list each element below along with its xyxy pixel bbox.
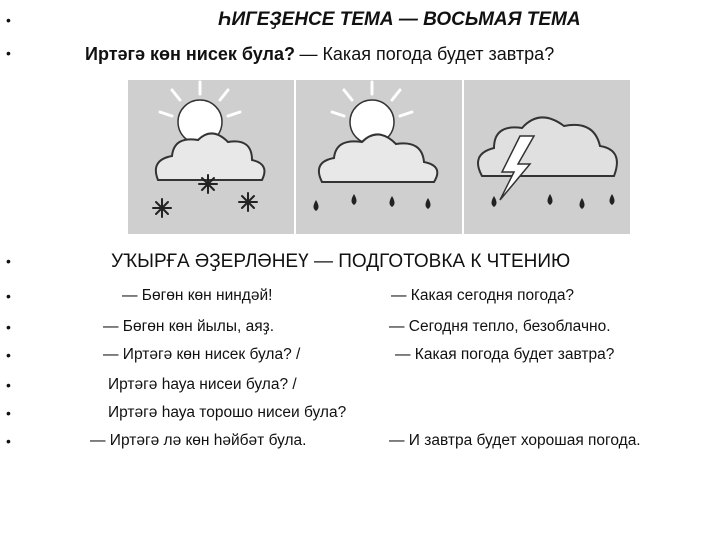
line-left: Иртәгә һауа нисеи була? / bbox=[108, 376, 297, 393]
cloud-lightning-rain-icon bbox=[464, 80, 630, 234]
line-left: — Иртәгә лә көн һәйбәт була. bbox=[90, 432, 307, 449]
line-left: — Бөгөн көн йылы, аяҙ. bbox=[103, 318, 275, 335]
sun-cloud-snow-icon bbox=[128, 80, 294, 234]
bullet: • bbox=[6, 377, 11, 393]
line-right: — И завтра будет хорошая погода. bbox=[389, 432, 641, 449]
bullet: • bbox=[6, 45, 11, 61]
bullet: • bbox=[6, 433, 11, 449]
bullet: • bbox=[6, 405, 11, 421]
bullet: • bbox=[6, 347, 11, 363]
bullet: • bbox=[6, 319, 11, 335]
section-heading: УҠЫРҒА ӘҘЕРЛӘНЕҮ — ПОДГОТОВКА К ЧТЕНИЮ bbox=[111, 251, 571, 272]
title-line-2-bashkir: Иртәгә көн нисек була? bbox=[85, 44, 295, 64]
line-right: — Какая погода будет завтра? bbox=[395, 346, 615, 363]
line-right: — Сегодня тепло, безоблачно. bbox=[389, 318, 611, 335]
title-line-2-russian: — Какая погода будет завтра? bbox=[299, 44, 555, 64]
bullet: • bbox=[6, 12, 11, 28]
bullet: • bbox=[6, 253, 11, 269]
bullet: • bbox=[6, 288, 11, 304]
title-line-1: ҺИГЕҘЕНСЕ ТЕМА — ВОСЬМАЯ ТЕМА bbox=[218, 9, 581, 30]
line-left: — Бөгөн көн ниндәй! bbox=[122, 287, 273, 304]
sun-cloud-rain-icon bbox=[296, 80, 462, 234]
line-left: Иртәгә һауа торошо нисеи була? bbox=[108, 404, 347, 421]
weather-image-snow bbox=[128, 80, 294, 234]
title-line-2 bbox=[85, 44, 554, 65]
line-left: — Иртәгә көн нисек була? / bbox=[103, 346, 301, 363]
weather-image-rain bbox=[296, 80, 462, 234]
line-right: — Какая сегодня погода? bbox=[391, 287, 575, 304]
weather-image-storm bbox=[464, 80, 630, 234]
